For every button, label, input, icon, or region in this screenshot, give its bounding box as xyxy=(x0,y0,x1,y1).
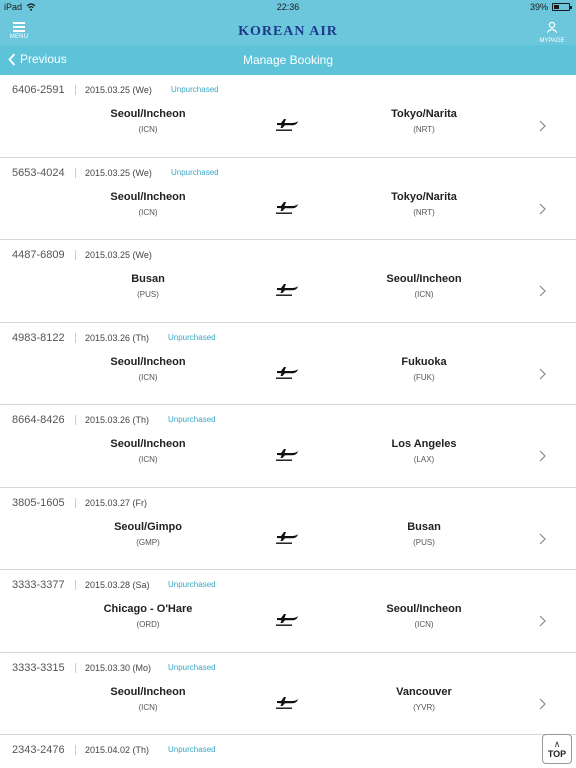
origin xyxy=(48,191,248,217)
destination-city: Vancouver xyxy=(396,685,452,698)
destination xyxy=(324,273,524,299)
booking-number: 6406-2591 xyxy=(12,84,65,96)
mypage-label: MYPAGE xyxy=(539,38,565,44)
destination xyxy=(324,521,524,547)
origin-code: (ICN) xyxy=(138,455,158,464)
person-icon xyxy=(546,21,558,33)
origin-city: Seoul/Incheon xyxy=(110,108,186,120)
origin xyxy=(48,273,248,299)
chevron-right-icon xyxy=(538,697,548,709)
divider xyxy=(75,580,76,590)
destination xyxy=(324,191,524,217)
booking-row[interactable] xyxy=(0,653,576,736)
divider xyxy=(75,333,76,343)
divider xyxy=(75,415,76,425)
destination-city: Tokyo/Narita xyxy=(391,108,457,120)
destination-city: Seoul/Incheon xyxy=(386,603,462,615)
page-title: Manage Booking xyxy=(242,53,334,67)
destination-code: (FUK) xyxy=(413,372,435,382)
destination-city: Busan xyxy=(407,520,441,533)
booking-date: 2015.03.25 (We) xyxy=(85,85,152,95)
destination-city: Seoul/Incheon xyxy=(386,273,462,285)
booking-number: 2343-2476 xyxy=(12,744,65,756)
booking-date: 2015.03.25 (We) xyxy=(85,250,152,260)
destination-code: (NRT) xyxy=(413,207,435,217)
origin-city: Seoul/Incheon xyxy=(110,190,186,203)
divider xyxy=(75,663,76,673)
booking-number: 4487-6809 xyxy=(12,249,65,261)
airplane-icon xyxy=(274,112,302,132)
booking-row[interactable] xyxy=(0,75,576,158)
airplane-icon xyxy=(274,195,302,215)
airplane-icon xyxy=(274,360,302,380)
top-label: TOP xyxy=(547,749,567,759)
origin xyxy=(48,108,248,134)
destination xyxy=(324,438,524,464)
airplane-icon xyxy=(274,525,302,545)
origin-code: (ICN) xyxy=(138,125,158,134)
divider xyxy=(75,168,76,178)
origin xyxy=(48,603,248,629)
destination xyxy=(324,686,524,712)
origin-code: (ICN) xyxy=(138,372,158,382)
booking-number: 3805-1605 xyxy=(12,496,65,509)
battery-icon xyxy=(552,3,570,11)
destination-code: (LAX) xyxy=(413,455,435,464)
booking-row[interactable] xyxy=(0,488,576,571)
destination xyxy=(324,108,524,134)
booking-row[interactable] xyxy=(0,158,576,241)
battery-fill xyxy=(554,5,559,9)
origin xyxy=(48,356,248,382)
airplane-icon xyxy=(274,277,302,297)
airplane-icon xyxy=(274,607,302,627)
device-name: iPad xyxy=(4,2,23,12)
chevron-right-icon xyxy=(538,119,548,131)
scroll-top-button[interactable] xyxy=(542,734,572,764)
nav-bar xyxy=(0,45,576,75)
divider xyxy=(75,498,76,508)
menu-label: MENU xyxy=(9,34,29,40)
booking-number: 3333-3315 xyxy=(12,661,65,674)
divider xyxy=(75,745,76,755)
destination-code: (ICN) xyxy=(414,290,434,299)
origin-code: (ORD) xyxy=(136,620,160,629)
booking-date: 2015.03.27 (Fr) xyxy=(85,497,148,508)
booking-date: 2015.03.26 (Th) xyxy=(85,415,150,425)
battery-percent: 39% xyxy=(529,2,548,12)
status-right xyxy=(530,2,570,12)
origin-city: Seoul/Incheon xyxy=(110,685,186,698)
destination-city: Tokyo/Narita xyxy=(391,190,457,203)
booking-row[interactable] xyxy=(0,323,576,406)
origin-city: Chicago - O'Hare xyxy=(103,603,193,615)
booking-date: 2015.04.02 (Th) xyxy=(85,745,150,755)
mypage-button[interactable] xyxy=(538,20,566,44)
booking-status: Unpurchased xyxy=(168,415,216,424)
booking-number: 5653-4024 xyxy=(12,166,65,179)
destination xyxy=(324,356,524,382)
chevron-right-icon xyxy=(538,284,548,296)
chevron-right-icon xyxy=(538,202,548,214)
booking-date: 2015.03.28 (Sa) xyxy=(85,580,150,590)
airplane-icon xyxy=(274,690,302,710)
booking-status: Unpurchased xyxy=(168,745,216,754)
booking-status: Unpurchased xyxy=(168,580,216,589)
origin xyxy=(48,438,248,464)
booking-row[interactable] xyxy=(0,570,576,653)
chevron-right-icon xyxy=(538,532,548,544)
booking-status: Unpurchased xyxy=(171,167,219,177)
destination-code: (PUS) xyxy=(413,537,435,547)
origin xyxy=(48,686,248,712)
origin-code: (PUS) xyxy=(137,290,159,299)
booking-date: 2015.03.30 (Mo) xyxy=(85,662,152,673)
booking-status: Unpurchased xyxy=(168,332,216,342)
origin-code: (GMP) xyxy=(136,537,160,547)
booking-number: 8664-8426 xyxy=(12,414,65,426)
korean-air-logo[interactable] xyxy=(0,22,576,40)
origin-city: Busan xyxy=(131,273,165,285)
origin-city: Seoul/Gimpo xyxy=(114,520,182,533)
booking-date: 2015.03.26 (Th) xyxy=(85,332,150,343)
origin-city: Seoul/Incheon xyxy=(110,355,186,368)
booking-number: 4983-8122 xyxy=(12,331,65,344)
airplane-icon xyxy=(274,442,302,462)
booking-number: 3333-3377 xyxy=(12,579,65,591)
divider xyxy=(75,85,76,95)
status-time: 22:36 xyxy=(276,2,300,12)
chevron-right-icon xyxy=(538,367,548,379)
destination-code: (ICN) xyxy=(414,620,434,629)
app-header xyxy=(0,16,576,45)
destination-code: (NRT) xyxy=(413,125,435,134)
origin-code: (ICN) xyxy=(138,702,158,712)
origin-code: (ICN) xyxy=(138,207,158,217)
chevron-right-icon xyxy=(538,614,548,626)
logo-text: KOREAN AIR xyxy=(238,24,338,39)
destination xyxy=(324,603,524,629)
origin-city: Seoul/Incheon xyxy=(110,438,186,450)
booking-row[interactable] xyxy=(0,240,576,323)
booking-list xyxy=(0,75,576,768)
origin xyxy=(48,521,248,547)
booking-status: Unpurchased xyxy=(168,662,216,672)
destination-city: Fukuoka xyxy=(401,355,447,368)
booking-row[interactable] xyxy=(0,405,576,488)
divider xyxy=(75,250,76,260)
destination-code: (YVR) xyxy=(413,702,435,712)
booking-date: 2015.03.25 (We) xyxy=(85,167,152,178)
status-bar xyxy=(0,0,576,16)
back-label: Previous xyxy=(20,52,67,66)
booking-row[interactable] xyxy=(0,735,576,768)
booking-status: Unpurchased xyxy=(171,85,219,94)
chevron-up-icon: ∧ xyxy=(553,739,561,749)
chevron-right-icon xyxy=(538,449,548,461)
destination-city: Los Angeles xyxy=(391,438,457,450)
